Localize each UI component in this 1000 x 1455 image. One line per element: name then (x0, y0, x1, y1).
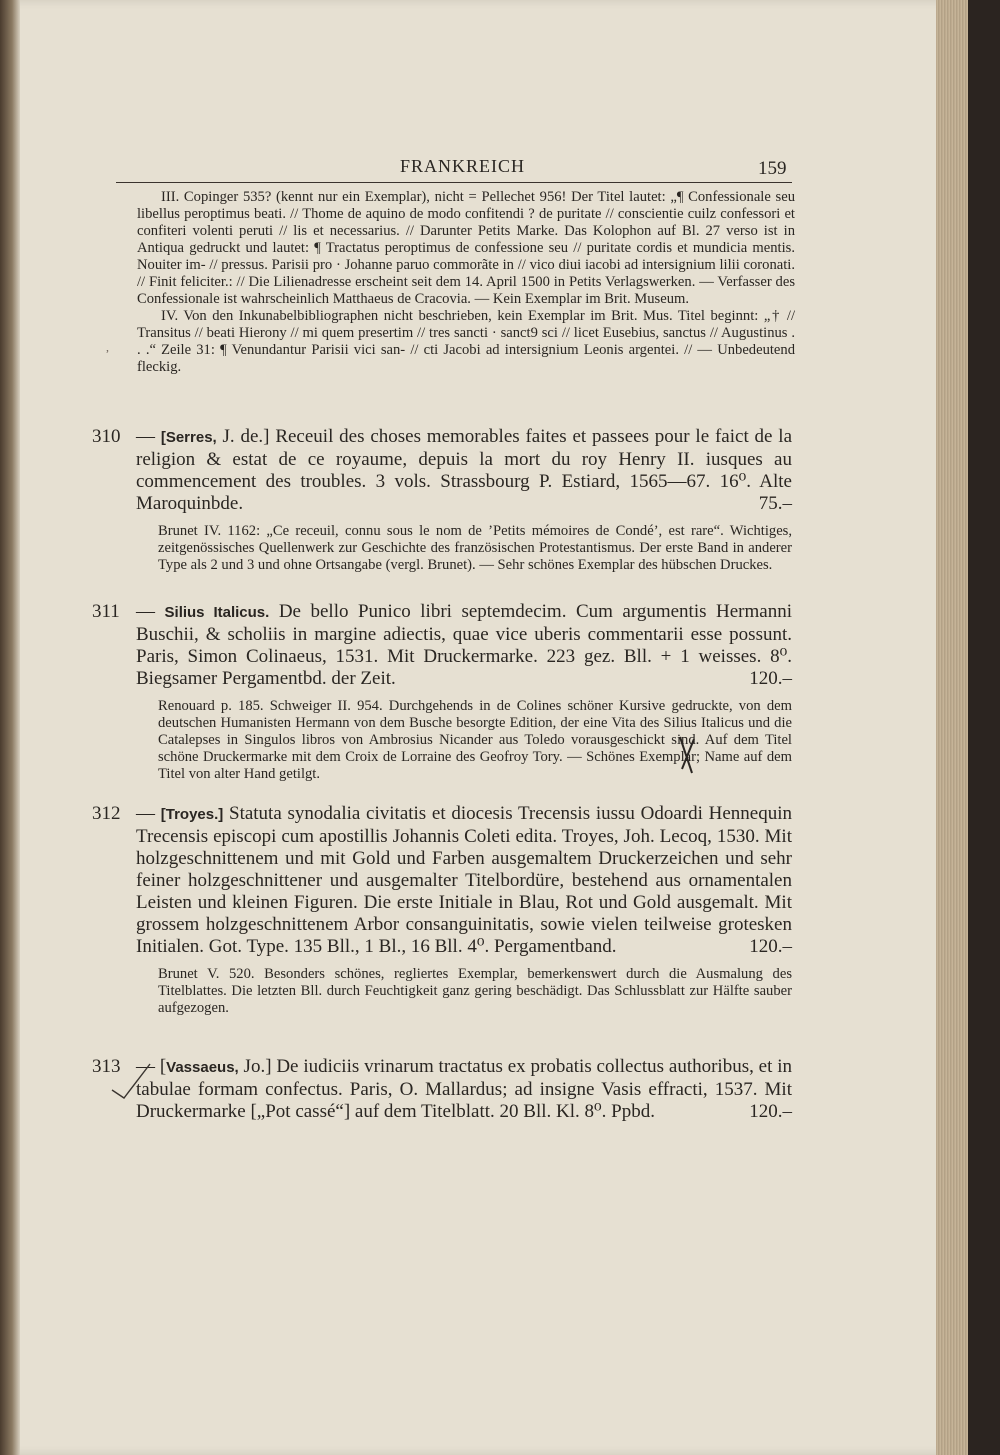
entry-number: 311 (92, 601, 120, 622)
header-rule (116, 182, 792, 183)
entry-price: 120.– (749, 668, 792, 689)
entry-number: 310 (92, 426, 121, 447)
entry-312 (92, 803, 792, 1017)
entry-title: J. de.] Receuil des choses memorables faites et passees pour le faict de la religion & estat de ce royaume, depuis la mort du roy Henry II. iusques au commencement des troubles. 3 vols. Strassbourg P. Estiard, 1565—67. 16⁰. Alte Maroquinbde. (136, 426, 793, 514)
book-binding (0, 0, 20, 1455)
entry-description (136, 1056, 792, 1123)
pencil-cross-mark (676, 733, 698, 777)
entry-dash: — (136, 601, 165, 622)
entry-author: Silius Italicus. (164, 604, 270, 621)
book-fore-edge (936, 0, 968, 1455)
running-head: FRANKREICH (400, 156, 526, 176)
entry-number: 313 (92, 1056, 121, 1077)
entry-dash: — (136, 426, 161, 447)
entry-price: 120.– (749, 1101, 792, 1122)
entry-author: [Troyes.] (160, 806, 224, 823)
entry-description (136, 426, 792, 515)
entry-annotation: Renouard p. 185. Schweiger II. 954. Durchgehends in de Colines schöner Kursive gedruckte, von dem deutschen Humanisten Hermann von dem Busche besorgte Edition, der eine Vita des Silius Italicus und die Catalepses in Singulos libros von Ambrosius Nicander aus Toledo vorausgeschickt sind. Auf dem Titel schöne Druckermarke mit dem Croix de Lorraine des Geofroy Tory. — Schönes Exemplar; Name auf dem Titel von alter Hand getilgt. (158, 698, 792, 782)
entry-313 (92, 1056, 792, 1123)
margin-mark: , (106, 340, 109, 354)
note-continuation (137, 189, 795, 376)
entry-annotation: Brunet IV. 1162: „Ce receuil, connu sous le nom de ’Petits mémoires de Condé’, est rare“. Wichtiges, zeitgenössisches Quellenwerk zur Geschichte des französischen Protestantismus. Der erste Band in anderer Type als 2 und 3 und ohne Ortsangabe (vergl. Brunet). — Sehr schönes Exemplar des hübschen Druckes. (158, 523, 792, 573)
entry-310 (92, 426, 792, 574)
page-number: 159 (758, 158, 787, 179)
entry-number: 312 (92, 803, 121, 824)
entry-price: 120.– (749, 936, 792, 957)
entry-annotation: Brunet V. 520. Besonders schönes, regliertes Exemplar, bemerkenswert durch die Ausmalung des Titelblattes. Die letzten Bll. durch Feuchtigkeit ganz gering beschädigt. Das Schlussblatt zur Hälfte sauber aufgezogen. (158, 966, 792, 1016)
entry-dash: — (136, 803, 161, 824)
entry-price: 75.– (758, 493, 792, 514)
note-paragraph-iv: IV. Von den Inkunabelbibliographen nicht beschrieben, kein Exemplar im Brit. Mus. Titel beginnt: „† // Transitus // beati Hierony // mi quem presertim // tres sancti · sanct9 sci // licet Eusebius, sanctus // Augustinus . . .“ Zeile 31: ¶ Venundantur Parisii vici san- // cti Jacobi ad intersignium Leonis argentei. // — Unbedeutend fleckig. (137, 308, 795, 375)
entry-description (136, 803, 792, 958)
entry-description (136, 601, 792, 690)
entry-author: [Serres, (160, 429, 217, 446)
note-paragraph-iii: III. Copinger 535? (kennt nur ein Exemplar), nicht = Pellechet 956! Der Titel lautet: „¶ Confessionale seu libellus peroptimus beati. // Thome de aquino de modo confitendi ? de puritate // conscientie cuilz confessori et confiteri volenti peruti // lis et necessarius. // Darunter Petits Marke. Das Kolophon auf Bl. 27 verso ist in Antiqua gedruckt und lautet: ¶ Tractatus peroptimus de confessione seu // puritate cordis et mundicia mentis. Nouiter im- // pressus. Parisii pro · Johanne paruo commorãte in // vico diui iacobi ad intersignium lilii coronati. // Finit feliciter.: // Die Lilienadresse erscheint seit dem 14. April 1500 in Petits Verlagswerken. — Verfasser des Confessionale ist wahrscheinlich Matthaeus de Cracovia. — Kein Exemplar im Brit. Museum. (137, 189, 795, 307)
pencil-checkmark (110, 1060, 154, 1100)
entry-author: Vassaeus, (166, 1059, 239, 1076)
entry-dash: — [ (136, 1056, 167, 1077)
entry-title: Statuta synodalia civitatis et diocesis Trecensis iussu Odoardi Hennequin Trecensis episcopi cum apostillis Johannis Coleti edita. Troyes, Joh. Lecoq, 1530. Mit holzgeschnittenem und mit Gold und Farben ausgemaltem Druckerzeichen und sehr feiner holzgeschnittener und ausgemalter Titelbordüre, bestehend aus ornamentalen Leisten und kleinen Figuren. Die erste Initiale in Blau, Rot und Gold ausgemalt. Mit grossem holzgeschnittenem Arbor consanguinitatis, sowie vielen teilweise grotesken Initialen. Got. Type. 135 Bll., 1 Bl., 16 Bll. 4⁰. Pergamentband. (136, 803, 792, 957)
entry-title: Jo.] De iudiciis vrinarum tractatus ex probatis collectus authoribus, et in tabulae formam confectus. Paris, O. Mallardus; ad insigne Vasis effracti, 1537. Mit Druckermarke [„Pot cassé“] auf dem Titelblatt. 20 Bll. Kl. 8⁰. Ppbd. (136, 1056, 792, 1122)
entry-title: De bello Punico libri septemdecim. Cum argumentis Hermanni Buschii, & scholiis in margine adiectis, quae vice uberis commentarii esse possunt. Paris, Simon Colinaeus, 1531. Mit Druckermarke. 223 gez. Bll. + 1 weisses. 8⁰. Biegsamer Pergamentbd. der Zeit. (136, 601, 792, 689)
